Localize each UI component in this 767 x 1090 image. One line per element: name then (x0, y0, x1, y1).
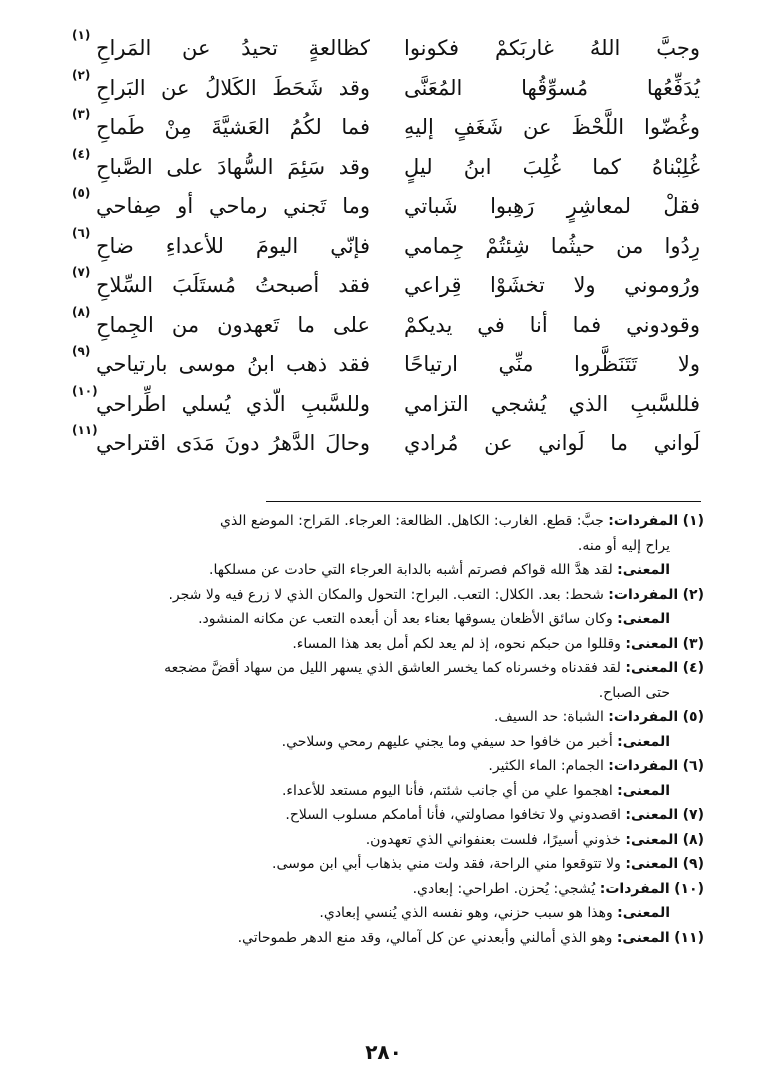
footnote-text: جبَّ: قطع. الغارب: الكاهل. الظالعة: العرجاء. المَراح: الموضع الذي (219, 513, 604, 529)
verse (70, 346, 700, 386)
verse-first-hemistich: وجبَّ اللهُ غاربَكمْ فكونوا (404, 36, 700, 60)
footnote-label: المعنى: (617, 562, 670, 578)
footnote-label: المعنى: (625, 807, 679, 823)
footnote-number: (٧) (682, 807, 704, 823)
footnote-text: شحط: بعد. الكلال: التعب. البراح: التحول والمكان الذي لا زرع فيه ولا شجر. (168, 586, 604, 603)
footnote-text: لقد فقدناه وخسرناه كما يخسر العاشق الذي يسهر الليل من سهاد أقضَّ مضجعه (164, 660, 621, 676)
footnote-number: (١٠) (674, 880, 704, 897)
verse-second-hemistich: فقد ذهب ابنُ موسى بارتياحي (96, 352, 370, 376)
footnote-continuation: حتى الصباح. (598, 684, 670, 701)
footnote-text: لقد هدَّ الله قواكم فصرتم أشبه بالدابة العرجاء التي حادت عن مسلكها. (209, 562, 613, 578)
verse-first-hemistich: وقودوني فما أنا في يديكمْ (404, 312, 700, 337)
footnote-number: (٥) (682, 709, 704, 725)
verse-footnote-number: (٥) (72, 186, 91, 200)
footnote-text: خذوني أسيرًا، فلست بعنفواني الذي تعهدون. (365, 831, 621, 848)
footnote-number: (١) (682, 513, 704, 529)
verse-footnote-number: (٢) (72, 67, 91, 82)
verse-second-hemistich: وللسَّببِ الّذي يُسلي اطِّراحي (96, 391, 370, 416)
footnote (64, 877, 704, 902)
footnote (64, 926, 704, 951)
footnote (64, 632, 704, 657)
verse (70, 67, 700, 110)
footnote-text: اقصدوني ولا تخافوا مصاولتي، فأنا أمامكم مسلوب السلاح. (285, 807, 621, 823)
footnote-text: وكان سائق الأظعان يسوقها بعناء بعد أن أبعده التعب عن مكانه المنشود. (198, 611, 613, 627)
verse-footnote-number: (٤) (72, 146, 91, 161)
footnote (64, 803, 704, 828)
verse-first-hemistich: فقلْ لمعاشِرٍ رَهِبوا شَباتي (404, 194, 700, 218)
verse (70, 109, 700, 149)
verse-footnote-number: (٦) (72, 225, 91, 240)
footnote (64, 901, 704, 926)
footnote-number: (٨) (682, 831, 704, 848)
footnote-continuation: يراح إليه أو منه. (577, 537, 670, 554)
footnote (64, 558, 704, 583)
footnote (64, 779, 704, 804)
footnote (64, 730, 704, 755)
verse-second-hemistich: على ما تَعهدون من الجِماحِ (96, 312, 370, 337)
verse-first-hemistich: يُدَفِّعُها مُسوِّقُها المُعَنَّى (404, 75, 700, 100)
footnote-text: اهجموا علي من أي جانب شئتم، فأنا اليوم مستعد للأعداء. (281, 782, 613, 799)
footnote-text: وقللوا من حبكم نحوه، إذ لم يعد لكم أمل بعد هذا المساء. (292, 635, 621, 652)
verse-footnote-number: (٩) (72, 344, 91, 358)
verse-first-hemistich: رِدُوا من حيثُما شِئتُمْ جِمامي (404, 233, 700, 258)
verse (70, 188, 700, 228)
footnote-label: المعنى: (625, 660, 679, 676)
verse-first-hemistich: وغُضّوا اللَّحْظَ عن شَغَفٍ إليهِ (404, 115, 700, 139)
footnote-label: المفردات: (608, 709, 679, 725)
verse-first-hemistich: فللسَّببِ الذي يُشجي التزامي (404, 391, 700, 416)
footnote (64, 656, 704, 705)
verse-footnote-number: (١١) (72, 423, 98, 437)
verse-second-hemistich: فقد أصبحتُ مُستَلَبَ السِّلاحِ (96, 273, 370, 297)
verse-footnote-number: (٨) (72, 304, 91, 319)
verse-first-hemistich: لَواني ما لَواني عن مُرادي (404, 431, 700, 455)
footnote-divider (266, 501, 701, 502)
footnote-text: أخبر من خافوا حد سيفي وما يجني عليهم رمحي وسلاحي. (281, 733, 613, 750)
footnote-text: الشباة: حد السيف. (493, 709, 604, 725)
footnote-label: المعنى: (625, 856, 679, 872)
verse (70, 146, 700, 189)
verse-second-hemistich: وحالَ الدَّهرُ دونَ مَدَى اقتراحي (96, 431, 370, 455)
footnote-number: (١١) (674, 929, 704, 946)
footnote-label: المعنى: (617, 611, 670, 627)
verse (70, 225, 700, 268)
verse (70, 30, 700, 70)
footnote-number: (٦) (682, 758, 704, 774)
footnote-text: الجمام: الماء الكثير. (488, 758, 604, 774)
verse-footnote-number: (٣) (72, 107, 91, 121)
verse-second-hemistich: فإنّي اليومَ للأعداءِ ضاحِ (96, 233, 370, 258)
footnote (64, 607, 704, 632)
footnote-text: وهذا هو سبب حزني، وهو نفسه الذي يُنسي إبعادي. (319, 905, 613, 921)
verse-first-hemistich: ورُوموني ولا تخشَوْا قِراعي (404, 273, 700, 297)
footnote-number: (٣) (682, 635, 704, 652)
footnote-number: (٤) (682, 660, 704, 676)
footnote-number: (٢) (682, 586, 704, 603)
verse-first-hemistich: غُلِبْناهُ كما غُلِبَ ابنُ ليلٍ (404, 154, 700, 179)
verse (70, 425, 700, 465)
footnote (64, 828, 704, 853)
verse (70, 267, 700, 307)
footnote-text: ولا تتوقعوا مني الراحة، فقد ولت مني بذهاب أبي ابن موسى. (272, 856, 621, 872)
verse-footnote-number: (٧) (72, 265, 91, 279)
footnote-label: المعنى: (625, 831, 679, 848)
verse-footnote-number: (١) (72, 28, 91, 42)
footnote-label: المفردات: (608, 758, 679, 774)
footnote-label: المعنى: (625, 635, 679, 652)
footnote (64, 705, 704, 730)
footnote (64, 852, 704, 877)
verse-first-hemistich: ولا تَتَنَظَّروا منِّي ارتياحًا (404, 352, 700, 376)
footnote-label: المفردات: (599, 880, 670, 897)
footnote-label: المعنى: (617, 905, 670, 921)
verse-second-hemistich: وقد شَحَطَ الكَلالُ عن البَراحِ (96, 75, 370, 100)
footnote-number: (٩) (682, 856, 704, 872)
footnote-label: المعنى: (617, 733, 670, 750)
footnote (64, 754, 704, 779)
footnote (64, 509, 704, 558)
verse-second-hemistich: وقد سَئِمَ السُّهادَ على الصَّباحِ (96, 154, 370, 179)
footnotes (64, 509, 704, 950)
footnote-text: وهو الذي أمالني وأبعدني عن كل آمالي، وقد منع الدهر طموحاتي. (237, 929, 613, 946)
footnote-label: المفردات: (608, 513, 679, 529)
verse-second-hemistich: فما لكُمُ العَشيَّةَ مِنْ طَماحِ (96, 115, 370, 139)
page-number: ٢٨٠ (365, 1040, 402, 1064)
footnote (64, 583, 704, 608)
verse-second-hemistich: وما تَجني رماحي أو صِفاحي (96, 194, 370, 218)
verse (70, 304, 700, 347)
verse-second-hemistich: كظالعةٍ تحيدُ عن المَراحِ (96, 36, 370, 60)
poem (70, 30, 700, 465)
footnote-label: المعنى: (617, 782, 670, 799)
footnote-label: المعنى: (616, 929, 670, 946)
verse (70, 383, 700, 426)
verse-footnote-number: (١٠) (72, 383, 98, 398)
footnote-text: يُشجي: يُحزن. اطراحي: إبعادي. (412, 880, 596, 897)
footnote-label: المفردات: (608, 586, 679, 603)
